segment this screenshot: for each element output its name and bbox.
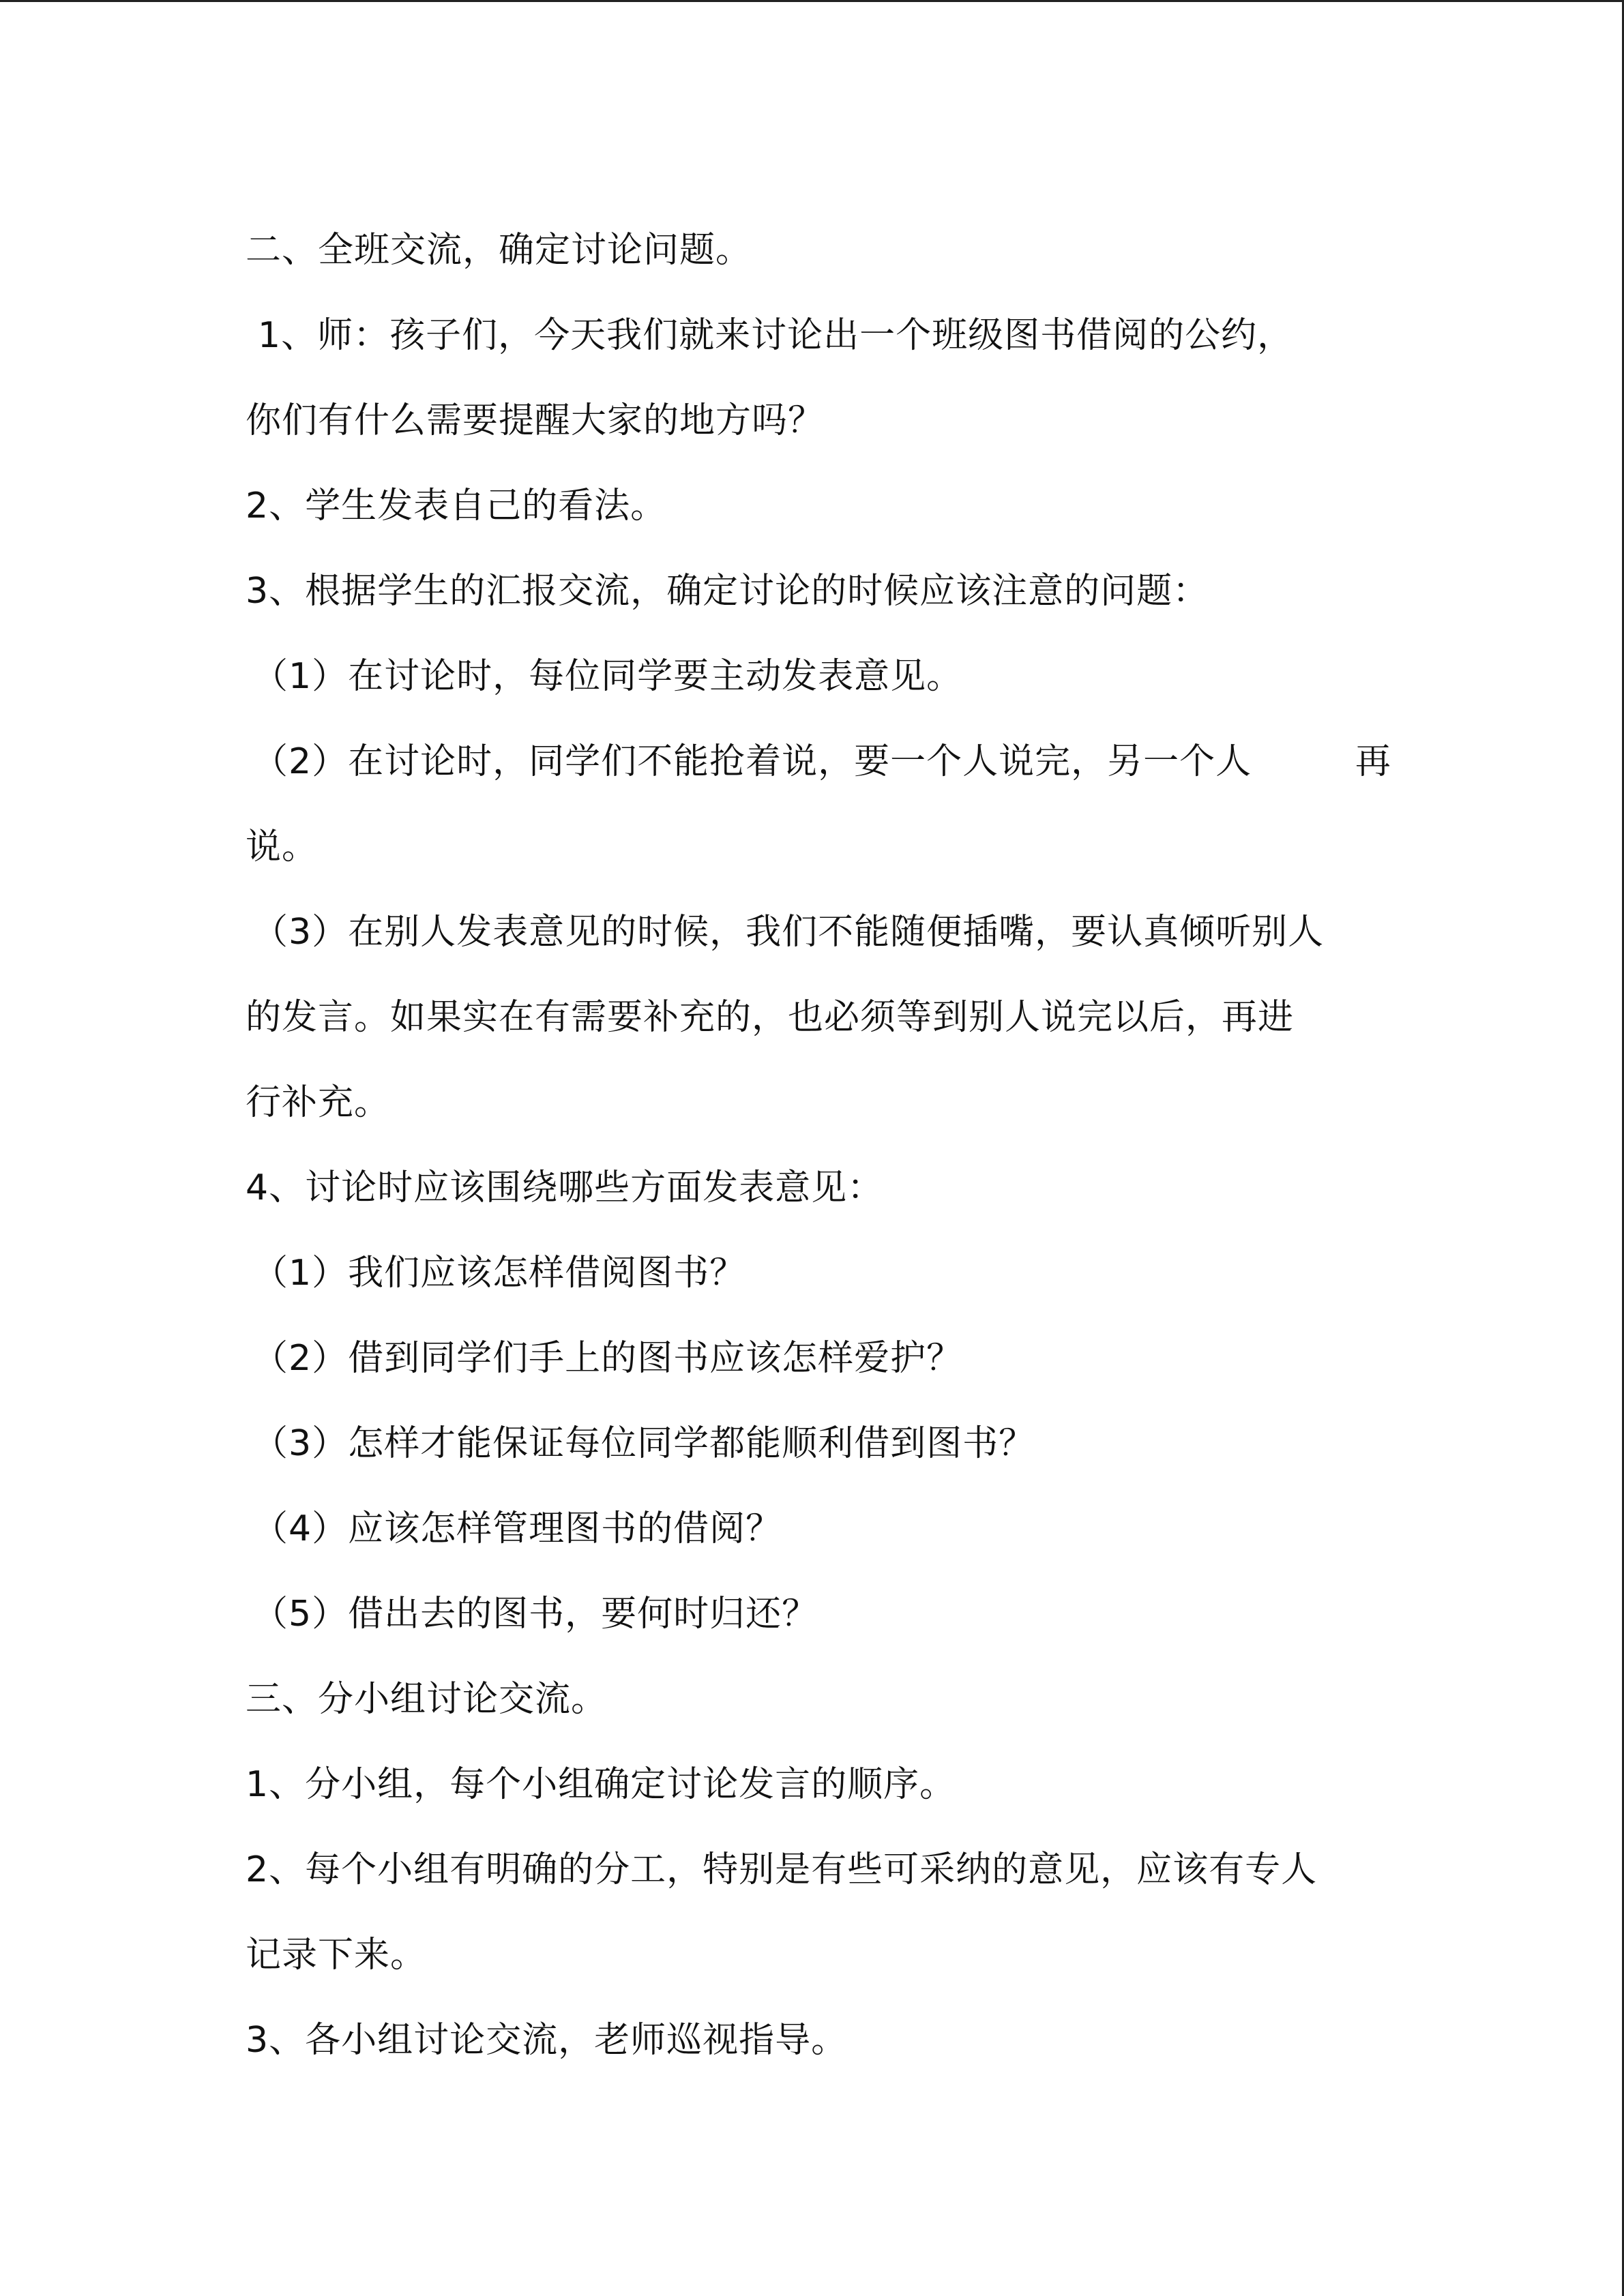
list-item (246, 719, 1391, 805)
paragraph-line: 3、根据学生的汇报交流，确定讨论的时候应该注意的问题： (246, 571, 1209, 612)
paragraph-line: 4、讨论时应该围绕哪些方面发表意见： (246, 1167, 884, 1208)
paragraph-line: 行补充。 (246, 1082, 391, 1123)
paragraph-line: 2、每个小组有明确的分工，特别是有些可采纳的意见，应该有专人 (246, 1849, 1318, 1890)
paragraph-line: 2、学生发表自己的看法。 (246, 486, 667, 526)
list-item: （3）在别人发表意见的时候，我们不能随便插嘴，要认真倾听别人 (252, 912, 1325, 953)
paragraph-line: 你们有什么需要提醒大家的地方吗？ (246, 400, 825, 441)
list-item: （4）应该怎样管理图书的借阅？ (252, 1508, 782, 1549)
paragraph-line: 1、师：孩子们，今天我们就来讨论出一个班级图书借阅的公约， (258, 315, 1294, 356)
page-border-top (0, 0, 1624, 2)
paragraph-line: 的发言。如果实在有需要补充的，也必须等到别人说完以后，再进 (246, 997, 1295, 1038)
paragraph-line: 3、各小组讨论交流，老师巡视指导。 (246, 2020, 848, 2061)
list-item-tail: 再 (1355, 741, 1391, 782)
list-item: （2）借到同学们手上的图书应该怎样爱护？ (252, 1338, 963, 1379)
document-body (246, 208, 1391, 2083)
list-item: （1）我们应该怎样借阅图书？ (252, 1253, 746, 1294)
list-item: （3）怎样才能保证每位同学都能顺利借到图书？ (252, 1423, 1035, 1464)
section-heading-2: 二、全班交流，确定讨论问题。 (246, 230, 752, 271)
section-heading-3: 三、分小组讨论交流。 (246, 1679, 608, 1720)
list-item: （5）借出去的图书，要何时归还？ (252, 1594, 818, 1635)
paragraph-line: 1、分小组，每个小组确定讨论发言的顺序。 (246, 1764, 956, 1805)
paragraph-line: 记录下来。 (246, 1935, 427, 1976)
list-item: （1）在讨论时，每位同学要主动发表意见。 (252, 656, 963, 697)
paragraph-line: 说。 (246, 826, 319, 867)
list-item-text: （2）在讨论时，同学们不能抢着说，要一个人说完，另一个人 (252, 741, 1252, 782)
